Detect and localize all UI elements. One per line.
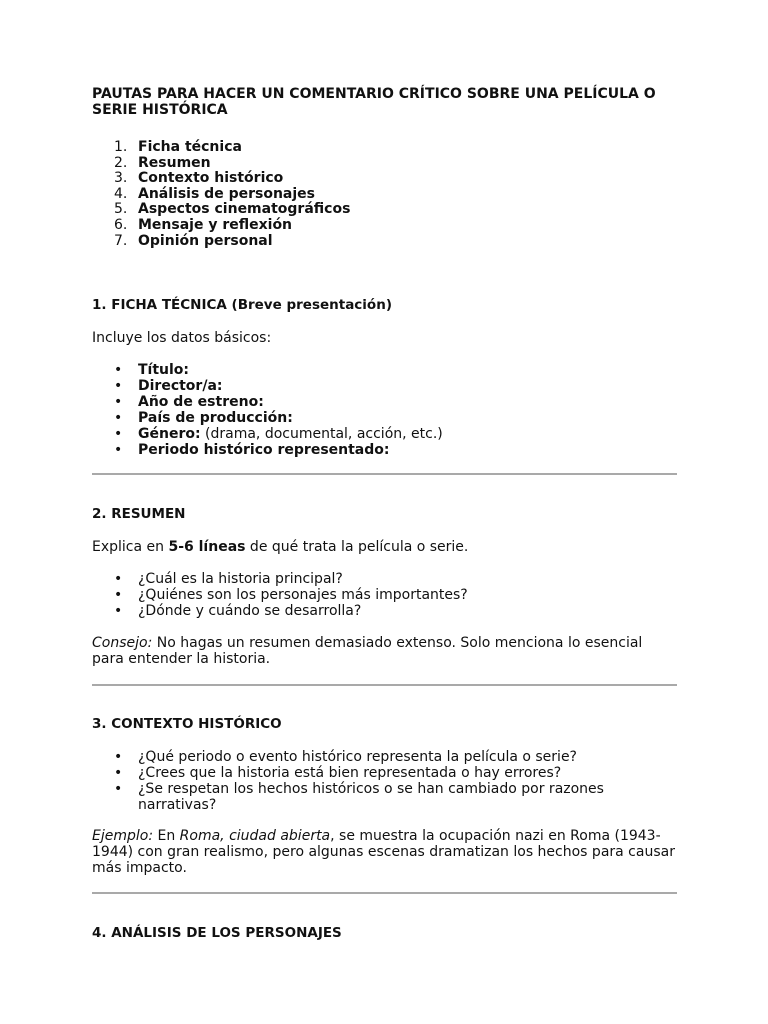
toc-label: Análisis de personajes (138, 185, 315, 202)
section-1-heading: 1. FICHA TÉCNICA (Breve presentación) (92, 297, 392, 313)
list-item (92, 362, 677, 378)
intro-text: de qué trata la película o serie. (245, 539, 469, 555)
toc-label: Ficha técnica (138, 139, 242, 155)
example-film-title: Roma, ciudad abierta (179, 828, 331, 844)
section-2-intro (92, 539, 677, 555)
toc-item (92, 170, 677, 186)
section-1-intro: Incluye los datos básicos: (92, 330, 272, 346)
toc-label: Opinión personal (138, 232, 273, 249)
document-body (92, 86, 677, 941)
toc-item (92, 217, 677, 233)
toc-number: 3. (114, 170, 128, 187)
list-item: • ¿Dónde y cuándo se desarrolla? (92, 603, 677, 619)
toc-label: Contexto histórico (138, 170, 284, 187)
field-label: Director/a: (138, 378, 223, 394)
example-text: En (153, 828, 180, 844)
intro-text: Explica en (92, 539, 169, 555)
list-item: • ¿Qué periodo o evento histórico representa la película o serie? (92, 749, 677, 765)
section-divider (92, 892, 677, 894)
intro-emphasis: 5-6 líneas (168, 539, 246, 555)
list-item: • ¿Quiénes son los personajes más importantes? (92, 587, 677, 603)
toc-number: 2. (114, 154, 128, 171)
toc-number: 1. (114, 139, 128, 155)
tip-label: Consejo: (92, 635, 153, 651)
field-label: Título: (138, 362, 190, 378)
example-text: , se muestra la ocupación nazi en Roma (1943-1944) con gran realismo, pero algunas escenas dramatizan los hechos para causar más impacto. (92, 828, 675, 876)
list-item (92, 442, 677, 458)
section-divider (92, 473, 677, 475)
tip-paragraph (92, 635, 677, 667)
toc-item (92, 233, 677, 249)
list-item (92, 378, 677, 394)
list-item: • ¿Se respetan los hechos históricos o se han cambiado por razones narrativas? (92, 781, 677, 813)
list-item (92, 426, 677, 442)
document-title: PAUTAS PARA HACER UN COMENTARIO CRÍTICO SOBRE UNA PELÍCULA O SERIE HISTÓRICA (92, 86, 656, 118)
toc-number: 5. (114, 201, 128, 218)
list-item (92, 410, 677, 426)
toc-number: 4. (114, 185, 128, 202)
section-3-heading: 3. CONTEXTO HISTÓRICO (92, 716, 282, 732)
list-item (92, 394, 677, 410)
section-divider (92, 684, 677, 686)
toc-item (92, 201, 677, 217)
field-note: (drama, documental, acción, etc.) (200, 426, 443, 442)
table-of-contents (92, 139, 677, 248)
toc-number: 7. (114, 232, 128, 249)
field-label: Género: (138, 426, 201, 442)
field-label: Periodo histórico representado: (138, 442, 390, 458)
tip-text: No hagas un resumen demasiado extenso. Solo menciona lo esencial para entender la historia. (92, 635, 643, 667)
example-label: Ejemplo: (92, 828, 154, 844)
toc-label: Resumen (138, 154, 211, 171)
toc-label: Mensaje y reflexión (138, 216, 293, 233)
section-1-list (92, 362, 677, 458)
section-3-list (92, 749, 677, 813)
section-2-heading: 2. RESUMEN (92, 506, 186, 522)
section-2-list (92, 571, 677, 619)
section-4-heading: 4. ANÁLISIS DE LOS PERSONAJES (92, 925, 342, 941)
toc-item (92, 186, 677, 202)
list-item: • ¿Cuál es la historia principal? (92, 571, 677, 587)
toc-item (92, 155, 677, 171)
toc-label: Aspectos cinematográficos (138, 201, 351, 218)
toc-number: 6. (114, 216, 128, 233)
example-paragraph (92, 828, 677, 876)
list-item: • ¿Crees que la historia está bien representada o hay errores? (92, 765, 677, 781)
field-label: Año de estreno: (138, 394, 264, 410)
field-label: País de producción: (138, 410, 293, 426)
toc-item (92, 139, 677, 155)
